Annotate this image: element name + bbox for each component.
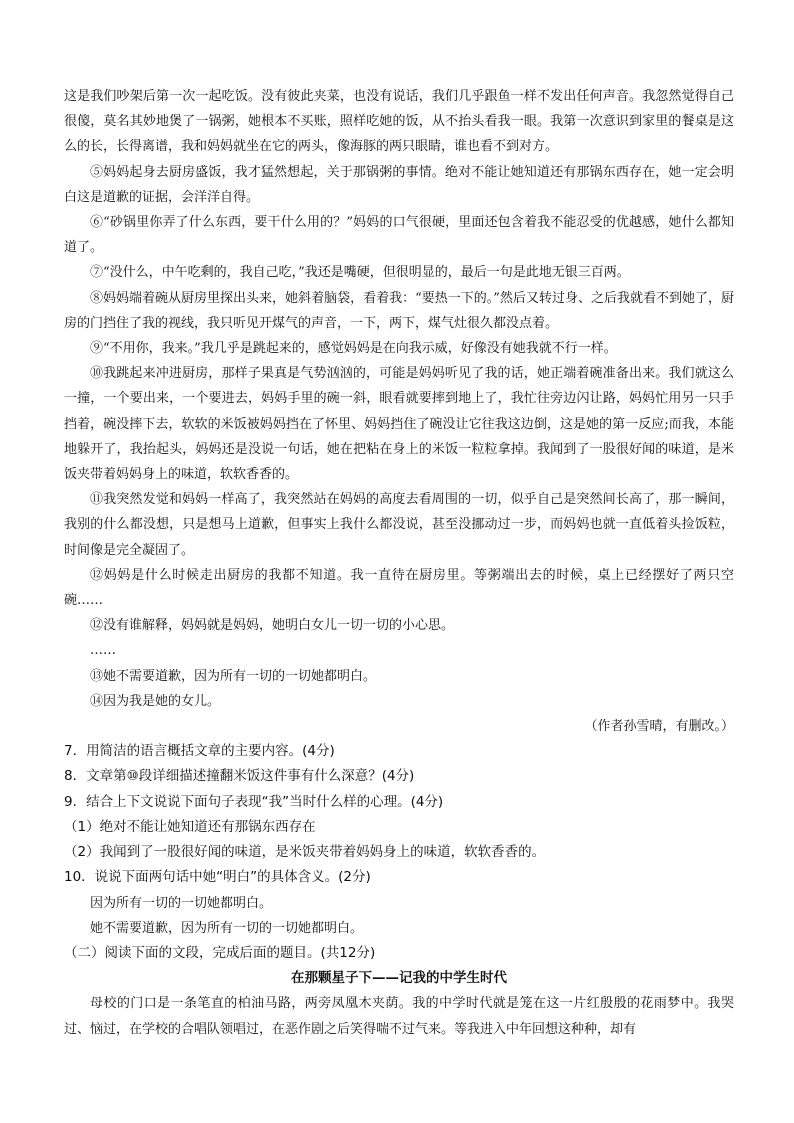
question-9-item-1: （1）绝对不能让她知道还有那锅东西存在 (64, 818, 316, 835)
question-9: 9．结合上下文说说下面句子表现“我”当时什么样的心理。(4分) (64, 793, 444, 810)
document-page (64, 84, 734, 1042)
passage-paragraph-12a: ⑫妈妈是什么时候走出厨房的我都不知道。我一直待在厨房里。等粥端出去的时候，桌上已经摆好了两只空碗…… (64, 567, 734, 609)
question-10-quote-1: 因为所有一切的一切她都明白。 (90, 895, 273, 911)
question-10-quote-2: 她不需要道歉，因为所有一切的一切她都明白。 (90, 920, 364, 936)
question-10: 10．说说下面两句话中她“明白”的具体含义。(2分) (64, 869, 371, 886)
passage-paragraph-7: ⑦“没什么，中午吃剩的，我自己吃，”我还是嘴硬，但很明显的，最后一句是此地无银三百两。 (90, 265, 630, 281)
passage-ellipsis: …… (90, 643, 116, 659)
passage-paragraph-12b: ⑫没有谁解释，妈妈就是妈妈，她明白女儿一切一切的小心思。 (90, 618, 455, 634)
question-9-item-2: （2）我闻到了一股很好闻的味道，是米饭夹带着妈妈身上的味道，软软香香的。 (64, 844, 546, 861)
passage-paragraph: 这是我们吵架后第一次一起吃饭。没有彼此夹菜，也没有说话，我们几乎跟鱼一样不发出任何声音。我忽然觉得自己很傻，莫名其妙地煲了一锅粥，她根本不买账，照样吃她的饭，从不抬头看我一眼。我第一次意识到家里的餐桌是这么的长，长得离谱，我和妈妈就坐在它的两头，像海豚的两只眼睛，谁也看不到对方。 (64, 89, 734, 155)
section-heading: （二）阅读下面的文段，完成后面的题目。(共12分) (64, 944, 376, 961)
passage-paragraph-10: ⑩我跳起来冲进厨房，那样子果真是气势汹汹的，可能是妈妈听见了我的话，她正端着碗准备出来。我们就这么一撞，一个要出来，一个要进去，妈妈手里的碗一斜，眼看就要摔到地上了，我忙往旁边闪让路，妈妈忙用另一只手挡着，碗没摔下去，软软的米饭被妈妈挡在了怀里、妈妈挡住了碗没让它往我这边倒，这是她的第一反应;而我，本能地躲开了，我抬起头，妈妈还是没说一句话，她在把粘在身上的米饭一粒粒拿掉。我闻到了一股很好闻的味道，是米饭夹带着妈妈身上的味道，软软香香的。 (64, 366, 734, 483)
passage-paragraph-8: ⑧妈妈端着碗从厨房里探出头来，她斜着脑袋，看着我：“要热一下的。”然后又转过身、之后我就看不到她了，厨房的门挡住了我的视线，我只听见开煤气的声音，一下，两下，煤气灶很久都没点着。 (64, 290, 734, 331)
article-title: 在那颗星子下——记我的中学生时代 (291, 970, 507, 987)
author-credit: （作者孙雪晴，有删改。） (584, 719, 734, 735)
passage-paragraph-13: ⑬她不需要道歉，因为所有一切的一切她都明白。 (90, 668, 377, 684)
passage-paragraph-14: ⑭因为我是她的女儿。 (90, 693, 221, 709)
passage-paragraph-5: ⑤妈妈起身去厨房盛饭，我才猛然想起，关于那锅粥的事情。绝对不能让她知道还有那锅东西存在，她一定会明白这是道歉的证据，会洋洋自得。 (64, 164, 734, 205)
question-8: 8．文章第⑩段详细描述撞翻米饭这件事有什么深意？(4分) (64, 768, 415, 785)
article-paragraph: 母校的门口是一条笔直的柏油马路，两旁凤凰木夹荫。我的中学时代就是笼在这一片红殷殷的花雨梦中。我哭过、恼过，在学校的合唱队领唱过，在恶作剧之后笑得喘不过气来。等我进入中年回想这种种，却有 (64, 996, 734, 1037)
question-7: 7．用简洁的语言概括文章的主要内容。(4分) (64, 743, 335, 760)
passage-paragraph-11: ⑪我突然发觉和妈妈一样高了，我突然站在妈妈的高度去看周围的一切，似乎自己是突然间长高了，那一瞬间，我别的什么都没想，只是想马上道歉，但事实上我什么都没说，甚至没挪动过一步，而妈妈也就一直低着头捡饭粒，时间像是完全凝固了。 (64, 492, 734, 558)
passage-paragraph-9: ⑨“不用你，我来。”我几乎是跳起来的，感觉妈妈是在向我示威，好像没有她我就不行一样。 (90, 341, 617, 357)
passage-paragraph-6: ⑥“砂锅里你弄了什么东西，要干什么用的？”妈妈的口气很硬，里面还包含着我不能忍受的优越感，她什么都知道了。 (64, 215, 734, 256)
